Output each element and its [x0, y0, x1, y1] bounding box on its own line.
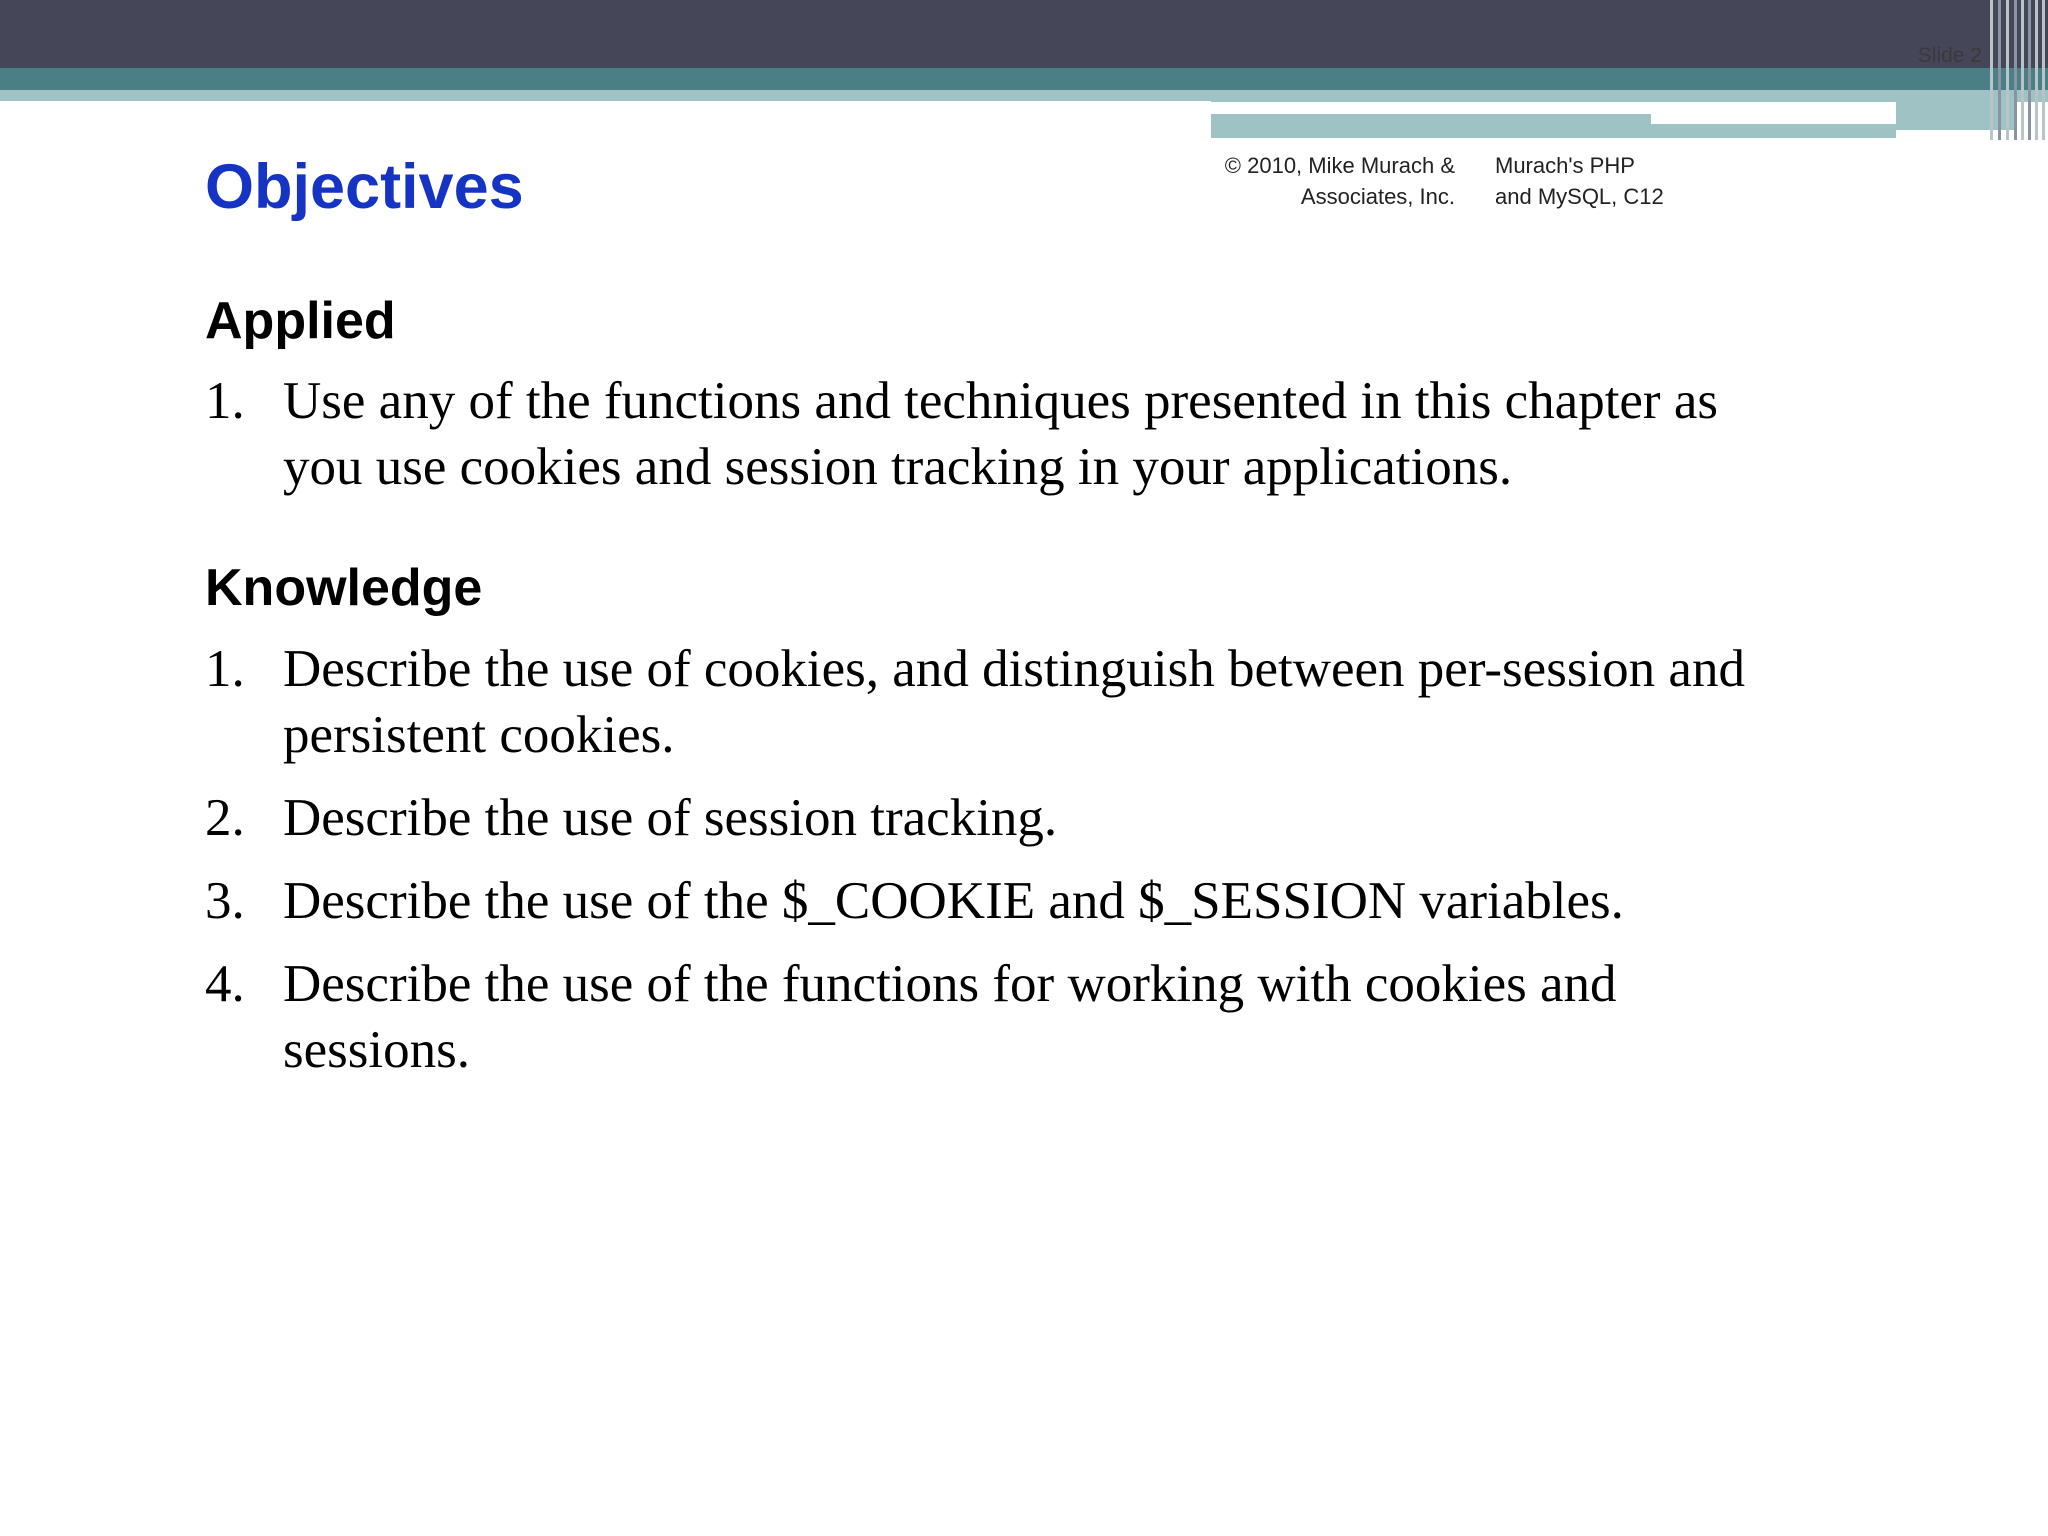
list-item-number: 4. [205, 955, 245, 1013]
section-heading-knowledge: Knowledge [205, 559, 483, 617]
list-item [205, 951, 1765, 1083]
section-heading-applied: Applied [205, 292, 396, 350]
list-item [205, 785, 1765, 851]
copyright-line-1: © 2010, Mike Murach & [1224, 153, 1455, 178]
list-item-number: 1. [205, 372, 245, 430]
list-item-text: Describe the use of session tracking. [283, 789, 1058, 847]
book-title-line-1: Murach's PHP [1495, 153, 1635, 178]
list-item [205, 636, 1765, 768]
slide-number: Slide 2 [1917, 44, 1982, 67]
header-white-line [1211, 111, 1896, 114]
list-item-number: 2. [205, 789, 245, 847]
list-item-text: Describe the use of the $_COOKIE and $_SESSION variables. [283, 872, 1624, 930]
list-item-number: 3. [205, 872, 245, 930]
list-item-text: Use any of the functions and techniques presented in this chapter as you use cookies and session tracking in your applications. [283, 372, 1718, 496]
list-item [205, 868, 1765, 934]
list-item-number: 1. [205, 640, 245, 698]
applied-list [205, 368, 1765, 517]
knowledge-list [205, 636, 1765, 1100]
copyright-notice [1200, 150, 1455, 212]
header-light-strip-right [1211, 90, 2048, 102]
list-item-text: Describe the use of cookies, and distinguish between per-session and persistent cookies. [283, 640, 1745, 764]
slide-title: Objectives [205, 152, 524, 222]
list-item-text: Describe the use of the functions for working with cookies and sessions. [283, 955, 1617, 1079]
list-item [205, 368, 1765, 500]
header-light-strip-left [0, 90, 1211, 101]
book-title-line-2: and MySQL, C12 [1495, 184, 1664, 209]
copyright-line-2: Associates, Inc. [1300, 184, 1455, 209]
header-step-gap [1651, 114, 1896, 124]
header-vertical-stripes [1988, 0, 2048, 140]
header-teal-strip [0, 68, 2048, 90]
header-dark-strip [0, 0, 2048, 68]
book-title [1495, 150, 1735, 212]
